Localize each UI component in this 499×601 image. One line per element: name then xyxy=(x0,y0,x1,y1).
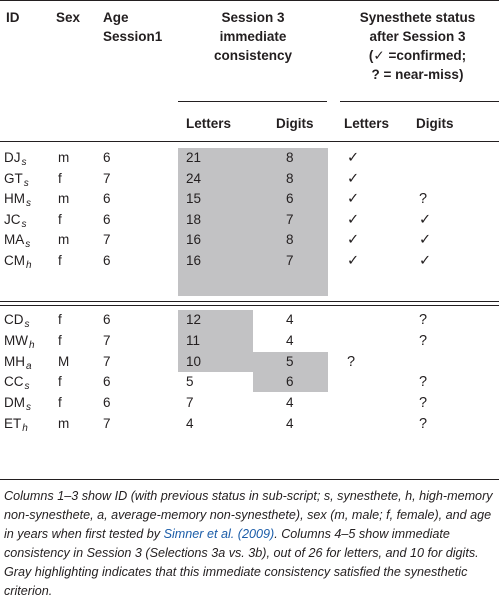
cell-sex: M xyxy=(58,353,70,369)
cell-syn-letters: ✓ xyxy=(347,170,360,187)
cell-sex: f xyxy=(58,374,62,390)
cell-id-subscript: h xyxy=(22,423,28,434)
cell-letters: 4 xyxy=(186,416,194,431)
cell-age: 7 xyxy=(103,232,111,248)
header-syn-letters: Letters xyxy=(344,116,390,131)
cell-letters: 5 xyxy=(186,374,194,390)
table-caption xyxy=(4,487,496,601)
header-sex: Sex xyxy=(56,10,81,25)
cell-id xyxy=(4,372,30,394)
cell-id xyxy=(4,210,27,232)
cell-id xyxy=(4,352,32,374)
cell-digits: 7 xyxy=(286,253,294,268)
cell-id-text: CM xyxy=(4,253,25,268)
cell-id-text: HM xyxy=(4,191,25,207)
cell-id-text: MA xyxy=(4,232,25,248)
cell-letters: 21 xyxy=(186,150,202,165)
cell-syn-letters: ? xyxy=(347,353,356,370)
session3-header-rule xyxy=(178,101,327,102)
synesthete-header-rule xyxy=(340,101,499,102)
cell-digits: 4 xyxy=(286,416,294,431)
cell-digits: 5 xyxy=(286,353,294,369)
cell-letters: 15 xyxy=(186,191,202,207)
cell-letters: 10 xyxy=(186,353,202,369)
group-separator-rule-1 xyxy=(0,301,499,302)
cell-id-text: MH xyxy=(4,353,25,369)
cell-id-text: DM xyxy=(4,395,25,411)
cell-syn-letters: ✓ xyxy=(347,211,360,228)
cell-age: 6 xyxy=(103,150,111,165)
cell-syn-digits: ? xyxy=(419,416,428,432)
cell-sex: f xyxy=(58,332,62,348)
cell-digits: 4 xyxy=(286,332,294,348)
cell-id xyxy=(4,393,31,415)
cell-age: 7 xyxy=(103,416,111,431)
cell-id-subscript: s xyxy=(24,381,30,393)
cell-syn-digits: ✓ xyxy=(419,211,432,228)
cell-letters: 16 xyxy=(186,253,202,268)
cell-age: 7 xyxy=(103,170,111,186)
cell-letters: 11 xyxy=(186,332,201,348)
header-syn-digits: Digits xyxy=(416,116,454,131)
cell-id-subscript: h xyxy=(29,339,35,351)
cell-age: 6 xyxy=(103,211,111,227)
cell-digits: 6 xyxy=(286,374,294,390)
cell-digits: 7 xyxy=(286,211,294,227)
cell-digits: 8 xyxy=(286,170,294,186)
cell-id-text: MW xyxy=(4,332,28,348)
top-rule xyxy=(0,0,499,1)
cell-id-text: ET xyxy=(4,416,22,431)
cell-id xyxy=(4,331,35,353)
cell-syn-letters: ✓ xyxy=(347,191,360,208)
cell-syn-digits: ? xyxy=(419,374,428,391)
caption-text-2: . Columns 4–5 show immediate consistency in Session 3 (Selections 3a vs. 3b), out of 26 for letters, and 10 for digits. Gray highlighting indicates that this immediate consistency satisfied the synesthetic criterion. xyxy=(4,527,479,598)
cell-digits: 6 xyxy=(286,191,294,207)
cell-syn-digits: ? xyxy=(419,191,428,208)
cell-letters: 18 xyxy=(186,211,202,227)
cell-id-subscript: a xyxy=(26,360,32,372)
cell-syn-letters: ✓ xyxy=(347,232,360,249)
cell-age: 7 xyxy=(103,332,111,348)
header-session3: Session 3 immediate consistency xyxy=(213,10,293,63)
cell-syn-digits: ? xyxy=(419,395,428,412)
cell-id-text: GT xyxy=(4,170,23,186)
cell-id-subscript: s xyxy=(24,319,30,330)
cell-age: 6 xyxy=(103,191,111,207)
cell-syn-digits: ✓ xyxy=(419,232,432,249)
cell-id-subscript: s xyxy=(26,402,31,414)
cell-id-subscript: h xyxy=(26,260,32,271)
cell-id-subscript: s xyxy=(23,177,29,189)
cell-digits: 8 xyxy=(286,150,294,165)
cell-syn-letters: ✓ xyxy=(347,150,360,166)
header-letters: Letters xyxy=(186,116,232,131)
cell-age: 6 xyxy=(103,253,111,268)
cell-letters: 16 xyxy=(186,232,202,248)
cell-sex: m xyxy=(58,232,70,248)
cell-age: 7 xyxy=(103,353,111,369)
cell-sex: f xyxy=(58,211,62,227)
cell-syn-digits: ✓ xyxy=(419,253,432,269)
cell-letters: 24 xyxy=(186,170,202,186)
cell-sex: f xyxy=(58,170,62,186)
header-digits: Digits xyxy=(276,116,314,131)
cell-sex: f xyxy=(58,312,62,327)
cell-syn-digits: ? xyxy=(419,312,428,328)
caption-text-1: Columns 1–3 show ID (with previous status in sub-script; s, synesthete, h, high-memory non-synesthete, a, average-memory non-synesthete), sex (m, male; f, female), and age in years when first tested by xyxy=(4,489,493,541)
header-age: Age Session1 xyxy=(103,10,163,44)
cell-id-subscript: s xyxy=(26,198,31,210)
cell-id-text: JC xyxy=(4,211,21,227)
citation-link[interactable]: Simner et al. (2009) xyxy=(163,527,275,541)
cell-sex: f xyxy=(58,395,62,411)
cell-id-text: DJ xyxy=(4,150,21,165)
bottom-rule xyxy=(0,479,499,480)
cell-digits: 4 xyxy=(286,312,294,327)
cell-id-subscript: s xyxy=(21,157,27,168)
cell-age: 6 xyxy=(103,312,111,327)
header-bottom-rule xyxy=(0,141,499,142)
cell-id xyxy=(4,189,31,211)
cell-sex: m xyxy=(58,191,70,207)
cell-id xyxy=(4,251,32,273)
cell-sex: m xyxy=(58,150,70,165)
cell-letters: 12 xyxy=(186,312,202,327)
cell-id-text: CD xyxy=(4,312,24,327)
cell-id xyxy=(4,414,28,436)
cell-id xyxy=(4,148,27,170)
cell-id xyxy=(4,230,30,252)
cell-sex: m xyxy=(58,416,70,431)
header-id: ID xyxy=(6,10,20,25)
cell-age: 6 xyxy=(103,374,111,390)
cell-id-text: CC xyxy=(4,374,24,390)
cell-id xyxy=(4,169,29,191)
cell-digits: 8 xyxy=(286,232,294,248)
cell-id-subscript: s xyxy=(21,218,27,230)
cell-age: 6 xyxy=(103,395,111,411)
cell-syn-digits: ? xyxy=(419,332,428,349)
group-separator-rule-2 xyxy=(0,305,499,306)
cell-sex: f xyxy=(58,253,62,268)
cell-id xyxy=(4,310,30,332)
cell-letters: 7 xyxy=(186,395,194,411)
cell-digits: 4 xyxy=(286,395,294,411)
cell-syn-letters: ✓ xyxy=(347,253,360,269)
header-synesthete-status: Synesthete status after Session 3 (✓ =confirmed; ? = near-miss) xyxy=(359,10,476,82)
cell-id-subscript: s xyxy=(25,239,31,251)
